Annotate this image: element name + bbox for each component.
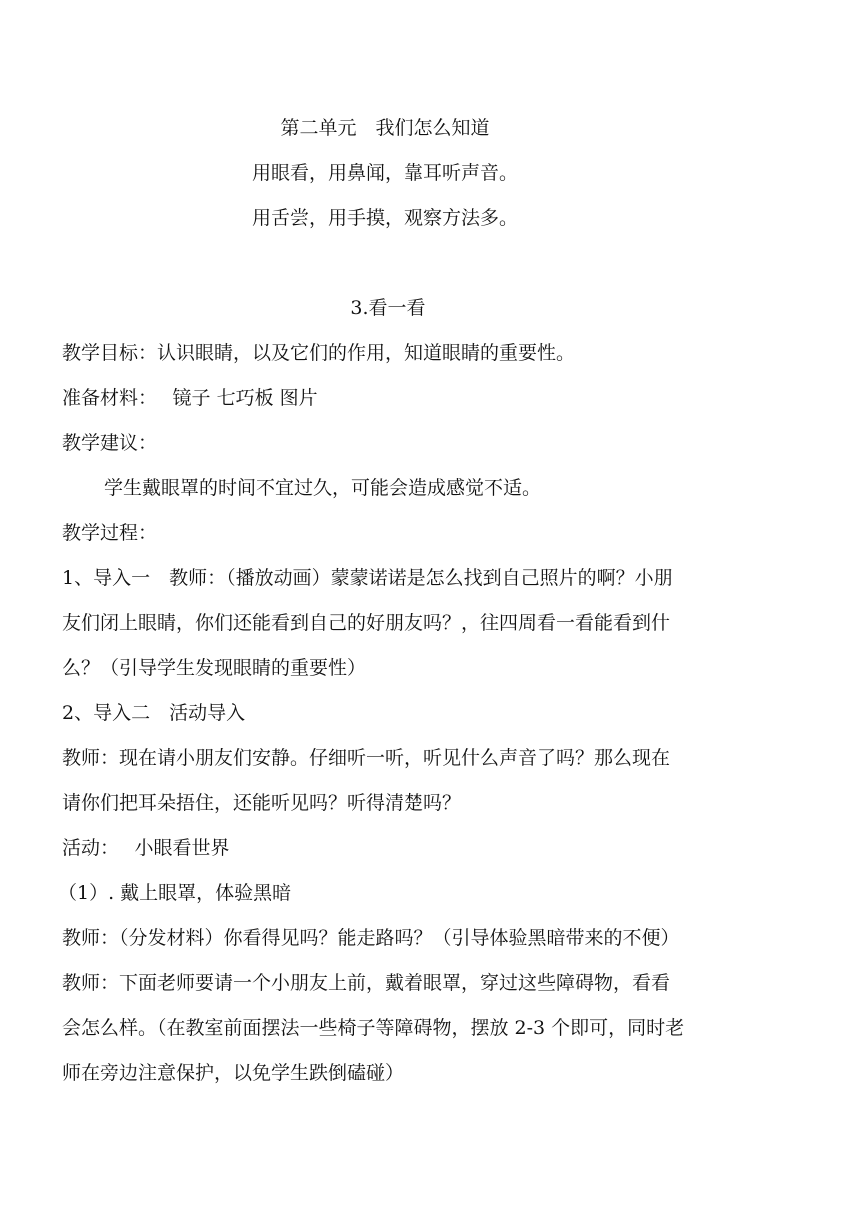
suggestion-text: 学生戴眼罩的时间不宜过久，可能会造成感觉不适。	[104, 477, 542, 499]
lesson-title: 3.看一看	[350, 297, 426, 319]
intro2: 2、导入二 活动导入	[62, 702, 246, 724]
teacher1-line1: 教师：现在请小朋友们安静。仔细听一听，听见什么声音了吗？那么现在	[62, 747, 671, 769]
teacher2: 教师：（分发材料）你看得见吗？能走路吗？（引导体验黑暗带来的不便）	[62, 927, 680, 949]
step1: （1）. 戴上眼罩，体验黑暗	[58, 882, 292, 904]
teacher1-line2: 请你们把耳朵捂住，还能听见吗？听得清楚吗？	[62, 792, 462, 814]
teacher3-line1: 教师：下面老师要请一个小朋友上前，戴着眼罩，穿过这些障碍物，看看	[62, 972, 671, 994]
intro1-line1: 1、导入一 教师：（播放动画）蒙蒙诺诺是怎么找到自己照片的啊？小朋	[62, 567, 673, 589]
process-label: 教学过程：	[62, 522, 158, 544]
unit-verse-2: 用舌尝，用手摸，观察方法多。	[251, 207, 518, 229]
intro1-line3: 么？（引导学生发现眼睛的重要性）	[62, 657, 367, 679]
suggestion-label: 教学建议：	[62, 432, 158, 454]
unit-title: 第二单元 我们怎么知道	[280, 117, 490, 139]
teaching-objective: 教学目标：认识眼睛，以及它们的作用，知道眼睛的重要性。	[62, 342, 576, 364]
teacher3-line2: 会怎么样。（在教室前面摆法一些椅子等障碍物，摆放 2-3 个即可，同时老	[62, 1017, 685, 1039]
teacher3-line3: 师在旁边注意保护，以免学生跌倒磕碰）	[62, 1062, 405, 1084]
unit-verse-1: 用眼看，用鼻闻，靠耳听声音。	[251, 162, 518, 184]
materials: 准备材料： 镜子 七巧板 图片	[62, 387, 318, 409]
intro1-line2: 友们闭上眼睛，你们还能看到自己的好朋友吗？，往四周看一看能看到什	[62, 612, 671, 634]
activity: 活动： 小眼看世界	[62, 837, 230, 859]
